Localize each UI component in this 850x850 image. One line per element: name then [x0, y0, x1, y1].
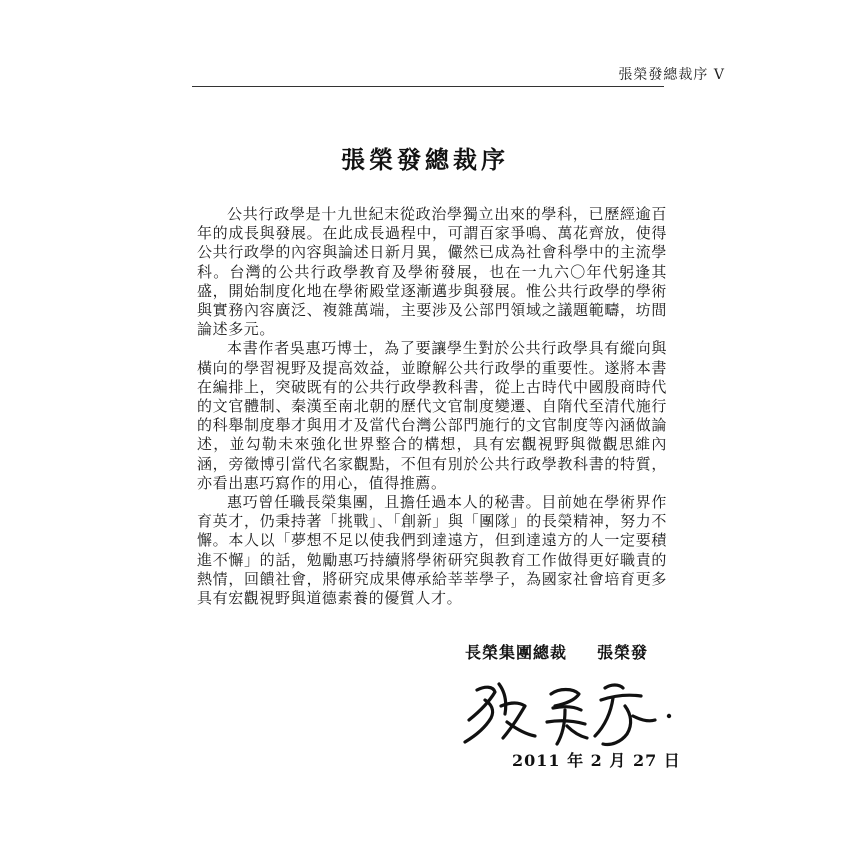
document-title: 張榮發總裁序 [341, 145, 509, 174]
running-header [618, 64, 725, 84]
paragraph-2: 本書作者吳惠巧博士，為了要讓學生對於公共行政學具有縱向與橫向的學習視野及提高效益，並瞭解公共行政學的重要性。遂將本書在編排上，突破既有的公共行政學教科書，從上古時代中國殷商時代的文官體制、秦漢至南北朝的歷代文官制度變遷、自隋代至清代施行的科舉制度舉才與用才及當代台灣公部門施行的文官制度等內涵做論述，並勾勒未來強化世界整合的構想，具有宏觀視野與微觀思維內涵，旁徵博引當代名家觀點，不但有別於公共行政學教科書的特質，亦看出惠巧寫作的用心，值得推薦。 [197, 339, 667, 492]
signatory-line [465, 640, 648, 663]
header-rule [192, 86, 664, 87]
document-body [197, 205, 667, 608]
running-header-title: 張榮發總裁序 [618, 67, 709, 83]
paragraph-1: 公共行政學是十九世紀末從政治學獨立出來的學科，已歷經逾百年的成長與發展。在此成長過程中，可謂百家爭鳴、萬花齊放，使得公共行政學的內容與論述日新月異，儼然已成為社會科學中的主流學科。台灣的公共行政學教育及學術發展，也在一九六〇年代躬逢其盛，開始制度化地在學術殿堂逐漸邁步與發展。惟公共行政學的學術與實務內容廣泛、複雜萬端，主要涉及公部門領域之議題範疇，坊間論述多元。 [197, 205, 667, 339]
handwritten-signature [455, 672, 685, 752]
signatory-title: 長榮集團總裁 [465, 643, 568, 662]
page-number: V [713, 67, 725, 83]
signature-date: 2011 年 2 月 27 日 [512, 751, 681, 770]
paragraph-3: 惠巧曾任職長榮集團，且擔任過本人的秘書。目前她在學術界作育英才，仍秉持著「挑戰」、「創新」與「團隊」的長榮精神，努力不懈。本人以「夢想不足以使我們到達遠方，但到達遠方的人一定要積進不懈」的話，勉勵惠巧持續將學術研究與教育工作做得更好職責的熱情，回饋社會，將研究成果傳承給莘莘學子，為國家社會培育更多具有宏觀視野與道德素養的優質人才。 [197, 493, 667, 608]
signatory-name: 張榮發 [597, 643, 649, 662]
